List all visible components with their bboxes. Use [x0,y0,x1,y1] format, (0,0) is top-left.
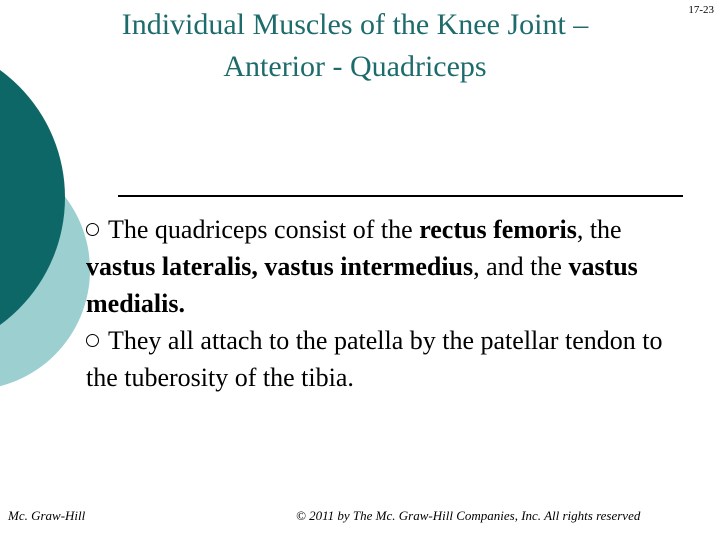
bullet-text-bold: vastus medialis. [86,252,638,318]
title-divider [118,195,683,197]
title-line-2: Anterior - Quadriceps [223,50,487,83]
footer-copyright: © 2011 by The Mc. Graw-Hill Companies, Inc. All rights reserved [296,508,641,523]
slide-number: 17-23 [688,4,714,16]
bullet-text: The quadriceps consist of the [108,215,420,244]
bullet-text: , the [576,215,622,244]
bullet-list [86,211,696,396]
slide-title [60,4,650,88]
bullet-item-2 [86,322,696,396]
bullet-text-bold: vastus lateralis, vastus intermedius [86,252,474,281]
bullet-circle-icon [86,334,99,347]
bullet-item-1 [86,211,696,322]
footer-publisher: Mc. Graw-Hill [8,508,86,523]
bullet-text: They all attach to the patella by the patellar tendon to the tuberosity of the tibia. [86,326,663,392]
bullet-circle-icon [86,223,99,236]
bullet-text: , and the [473,252,569,281]
title-line-1: Individual Muscles of the Knee Joint – [121,8,589,41]
bullet-text-bold: rectus femoris [419,215,577,244]
